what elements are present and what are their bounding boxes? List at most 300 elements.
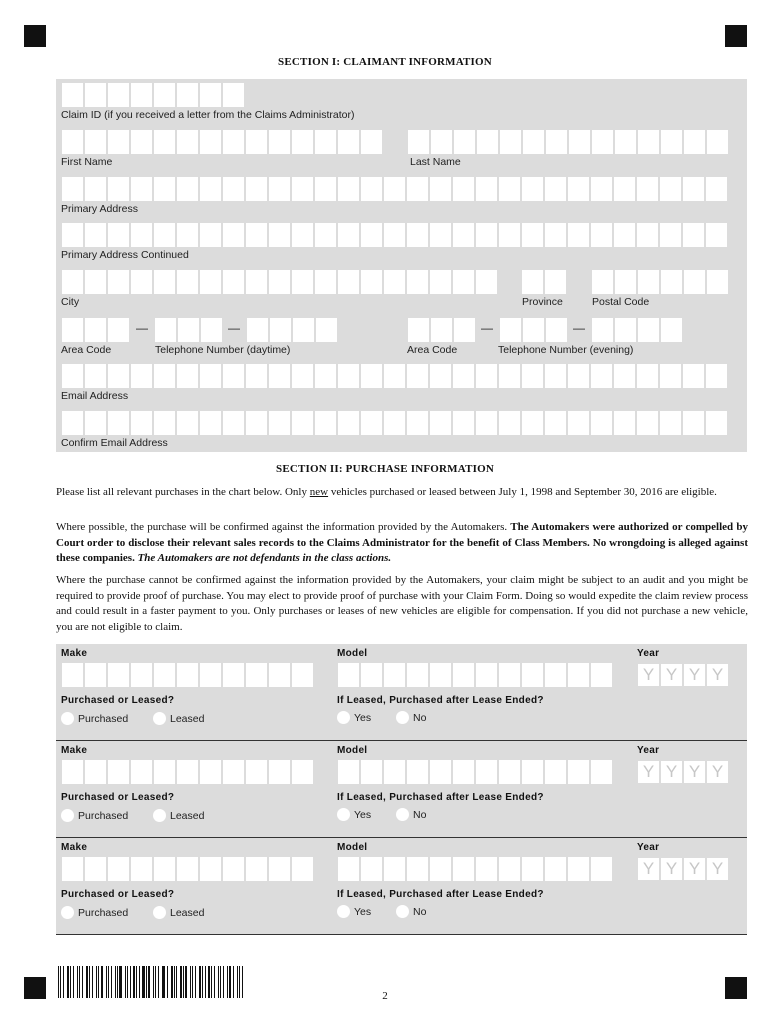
character-box[interactable]	[406, 662, 429, 688]
character-box[interactable]	[544, 662, 567, 688]
character-box[interactable]	[360, 662, 383, 688]
character-box[interactable]	[177, 317, 200, 343]
character-box[interactable]	[452, 759, 475, 785]
character-box[interactable]	[153, 129, 176, 155]
character-box[interactable]	[84, 856, 107, 882]
yes-radio[interactable]	[337, 808, 371, 821]
character-box[interactable]	[176, 269, 199, 295]
character-box[interactable]	[521, 410, 544, 436]
character-box[interactable]	[705, 410, 728, 436]
character-box[interactable]	[199, 662, 222, 688]
character-box[interactable]	[521, 176, 544, 202]
character-box[interactable]	[637, 129, 660, 155]
character-box[interactable]	[107, 176, 130, 202]
character-box[interactable]	[591, 129, 614, 155]
character-box[interactable]	[176, 662, 199, 688]
character-box[interactable]	[200, 317, 223, 343]
character-box[interactable]	[199, 363, 222, 389]
character-box[interactable]	[591, 269, 614, 295]
character-box[interactable]	[245, 176, 268, 202]
primary-address-input[interactable]	[61, 176, 728, 202]
character-box[interactable]	[268, 222, 291, 248]
character-box[interactable]	[199, 410, 222, 436]
character-box[interactable]	[659, 176, 682, 202]
character-box[interactable]	[222, 176, 245, 202]
character-box[interactable]	[291, 662, 314, 688]
character-box[interactable]	[590, 856, 613, 882]
character-box[interactable]	[245, 410, 268, 436]
character-box[interactable]	[107, 317, 130, 343]
character-box[interactable]	[360, 410, 383, 436]
character-box[interactable]	[682, 363, 705, 389]
model-input[interactable]	[337, 856, 613, 882]
city-input[interactable]	[61, 269, 498, 295]
character-box[interactable]	[153, 269, 176, 295]
character-box[interactable]	[521, 856, 544, 882]
character-box[interactable]	[522, 317, 545, 343]
character-box[interactable]	[176, 363, 199, 389]
character-box[interactable]	[590, 222, 613, 248]
character-box[interactable]	[429, 222, 452, 248]
character-box[interactable]	[291, 856, 314, 882]
character-box[interactable]	[706, 269, 729, 295]
character-box[interactable]	[521, 269, 544, 295]
character-box[interactable]	[292, 317, 315, 343]
purchased-radio[interactable]	[61, 809, 128, 822]
character-box[interactable]	[475, 363, 498, 389]
character-box[interactable]	[337, 129, 360, 155]
character-box[interactable]	[705, 176, 728, 202]
character-box[interactable]	[475, 222, 498, 248]
character-box[interactable]	[360, 759, 383, 785]
character-box[interactable]	[84, 129, 107, 155]
character-box[interactable]	[475, 269, 498, 295]
first-name-input[interactable]	[61, 129, 383, 155]
character-box[interactable]	[544, 176, 567, 202]
make-input[interactable]	[61, 759, 314, 785]
character-box[interactable]	[222, 856, 245, 882]
yes-radio[interactable]	[337, 711, 371, 724]
character-box[interactable]	[84, 82, 107, 108]
character-box[interactable]	[406, 410, 429, 436]
character-box[interactable]	[268, 176, 291, 202]
email-input[interactable]	[61, 363, 728, 389]
character-box[interactable]	[130, 410, 153, 436]
character-box[interactable]	[130, 269, 153, 295]
character-box[interactable]	[61, 129, 84, 155]
character-box[interactable]	[521, 363, 544, 389]
character-box[interactable]	[176, 176, 199, 202]
character-box[interactable]	[61, 662, 84, 688]
no-radio[interactable]	[396, 711, 426, 724]
character-box[interactable]	[429, 269, 452, 295]
character-box[interactable]	[544, 856, 567, 882]
year-input[interactable]	[637, 663, 729, 687]
character-box[interactable]	[61, 269, 84, 295]
character-box[interactable]	[383, 222, 406, 248]
character-box[interactable]	[544, 759, 567, 785]
character-box[interactable]	[337, 410, 360, 436]
character-box[interactable]	[567, 222, 590, 248]
character-box[interactable]	[430, 317, 453, 343]
character-box[interactable]	[153, 410, 176, 436]
character-box[interactable]	[659, 410, 682, 436]
character-box[interactable]	[130, 662, 153, 688]
character-box[interactable]	[406, 222, 429, 248]
character-box[interactable]	[61, 759, 84, 785]
character-box[interactable]	[314, 410, 337, 436]
make-input[interactable]	[61, 856, 314, 882]
character-box[interactable]	[61, 410, 84, 436]
character-box[interactable]	[222, 222, 245, 248]
character-box[interactable]	[498, 759, 521, 785]
character-box[interactable]	[637, 269, 660, 295]
postal-code-input[interactable]	[591, 269, 729, 295]
character-box[interactable]	[429, 662, 452, 688]
character-box[interactable]	[383, 856, 406, 882]
character-box[interactable]	[107, 222, 130, 248]
character-box[interactable]	[406, 269, 429, 295]
model-input[interactable]	[337, 662, 613, 688]
character-box[interactable]	[199, 759, 222, 785]
character-box[interactable]	[246, 317, 269, 343]
phone-evening-prefix-input[interactable]	[499, 317, 568, 343]
character-box[interactable]	[84, 363, 107, 389]
character-box[interactable]	[337, 363, 360, 389]
character-box[interactable]	[199, 176, 222, 202]
character-box[interactable]	[245, 856, 268, 882]
character-box[interactable]	[61, 176, 84, 202]
character-box[interactable]	[245, 222, 268, 248]
character-box[interactable]	[337, 176, 360, 202]
character-box[interactable]	[498, 662, 521, 688]
character-box[interactable]	[429, 759, 452, 785]
character-box[interactable]	[614, 129, 637, 155]
phone-evening-line-input[interactable]	[591, 317, 683, 343]
leased-radio[interactable]	[153, 906, 204, 919]
character-box[interactable]	[590, 363, 613, 389]
character-box[interactable]	[544, 410, 567, 436]
character-box[interactable]	[452, 856, 475, 882]
character-box[interactable]	[84, 410, 107, 436]
character-box[interactable]	[314, 222, 337, 248]
character-box[interactable]	[498, 363, 521, 389]
character-box[interactable]	[660, 269, 683, 295]
character-box[interactable]	[314, 363, 337, 389]
character-box[interactable]	[154, 317, 177, 343]
character-box[interactable]	[429, 856, 452, 882]
character-box[interactable]	[407, 317, 430, 343]
character-box[interactable]	[315, 317, 338, 343]
character-box[interactable]	[291, 222, 314, 248]
character-box[interactable]	[613, 410, 636, 436]
character-box[interactable]	[590, 662, 613, 688]
character-box[interactable]	[499, 129, 522, 155]
character-box[interactable]	[476, 129, 499, 155]
character-box[interactable]	[107, 129, 130, 155]
primary-address-continued-input[interactable]	[61, 222, 728, 248]
character-box[interactable]	[613, 363, 636, 389]
character-box[interactable]	[614, 317, 637, 343]
character-box[interactable]	[475, 410, 498, 436]
character-box[interactable]	[683, 269, 706, 295]
yes-radio[interactable]	[337, 905, 371, 918]
character-box[interactable]	[544, 222, 567, 248]
character-box[interactable]	[498, 176, 521, 202]
character-box[interactable]	[453, 317, 476, 343]
character-box[interactable]	[452, 410, 475, 436]
character-box[interactable]	[337, 222, 360, 248]
character-box[interactable]	[222, 82, 245, 108]
character-box[interactable]	[567, 176, 590, 202]
character-box[interactable]	[199, 269, 222, 295]
character-box[interactable]	[636, 222, 659, 248]
leased-radio[interactable]	[153, 712, 204, 725]
character-box[interactable]	[406, 759, 429, 785]
character-box[interactable]	[636, 363, 659, 389]
no-radio[interactable]	[396, 808, 426, 821]
purchased-radio[interactable]	[61, 906, 128, 919]
character-box[interactable]	[269, 317, 292, 343]
claim-id-input[interactable]	[61, 82, 245, 108]
character-box[interactable]	[199, 82, 222, 108]
character-box[interactable]	[153, 662, 176, 688]
character-box[interactable]	[430, 129, 453, 155]
character-box[interactable]	[337, 662, 360, 688]
no-radio[interactable]	[396, 905, 426, 918]
character-box[interactable]	[291, 129, 314, 155]
character-box[interactable]	[314, 176, 337, 202]
character-box[interactable]	[337, 856, 360, 882]
character-box[interactable]	[545, 317, 568, 343]
character-box[interactable]	[130, 82, 153, 108]
character-box[interactable]	[107, 410, 130, 436]
model-input[interactable]	[337, 759, 613, 785]
character-box[interactable]	[245, 129, 268, 155]
character-box[interactable]	[268, 759, 291, 785]
character-box[interactable]	[475, 856, 498, 882]
make-input[interactable]	[61, 662, 314, 688]
character-box[interactable]	[429, 176, 452, 202]
character-box[interactable]	[360, 129, 383, 155]
character-box[interactable]	[567, 759, 590, 785]
character-box[interactable]	[314, 129, 337, 155]
character-box[interactable]	[521, 662, 544, 688]
character-box[interactable]	[153, 856, 176, 882]
character-box[interactable]	[383, 363, 406, 389]
character-box[interactable]	[383, 662, 406, 688]
province-input[interactable]	[521, 269, 567, 295]
character-box[interactable]	[544, 363, 567, 389]
character-box[interactable]	[61, 363, 84, 389]
character-box[interactable]	[614, 269, 637, 295]
area-code-daytime-input[interactable]	[61, 317, 130, 343]
character-box[interactable]	[475, 176, 498, 202]
character-box[interactable]	[176, 129, 199, 155]
character-box[interactable]	[590, 759, 613, 785]
character-box[interactable]	[660, 129, 683, 155]
character-box[interactable]	[84, 176, 107, 202]
character-box[interactable]	[176, 410, 199, 436]
character-box[interactable]	[636, 410, 659, 436]
character-box[interactable]	[130, 759, 153, 785]
character-box[interactable]	[107, 82, 130, 108]
character-box[interactable]	[61, 317, 84, 343]
character-box[interactable]	[660, 317, 683, 343]
character-box[interactable]	[613, 176, 636, 202]
character-box[interactable]	[153, 759, 176, 785]
character-box[interactable]	[498, 222, 521, 248]
character-box[interactable]	[383, 759, 406, 785]
character-box[interactable]	[130, 129, 153, 155]
character-box[interactable]	[453, 129, 476, 155]
character-box[interactable]	[383, 410, 406, 436]
character-box[interactable]	[107, 856, 130, 882]
character-box[interactable]	[130, 176, 153, 202]
character-box[interactable]	[659, 222, 682, 248]
character-box[interactable]	[567, 856, 590, 882]
character-box[interactable]	[452, 662, 475, 688]
character-box[interactable]	[199, 856, 222, 882]
character-box[interactable]	[544, 269, 567, 295]
character-box[interactable]	[407, 129, 430, 155]
character-box[interactable]	[567, 363, 590, 389]
character-box[interactable]	[452, 176, 475, 202]
character-box[interactable]	[153, 222, 176, 248]
character-box[interactable]	[153, 82, 176, 108]
character-box[interactable]	[107, 759, 130, 785]
leased-radio[interactable]	[153, 809, 204, 822]
character-box[interactable]	[590, 410, 613, 436]
last-name-input[interactable]	[407, 129, 729, 155]
character-box[interactable]	[222, 269, 245, 295]
character-box[interactable]	[360, 363, 383, 389]
character-box[interactable]	[337, 269, 360, 295]
character-box[interactable]	[291, 176, 314, 202]
character-box[interactable]	[130, 856, 153, 882]
character-box[interactable]	[429, 410, 452, 436]
character-box[interactable]	[268, 363, 291, 389]
character-box[interactable]	[268, 856, 291, 882]
character-box[interactable]	[360, 856, 383, 882]
character-box[interactable]	[705, 363, 728, 389]
character-box[interactable]	[636, 176, 659, 202]
character-box[interactable]	[705, 222, 728, 248]
confirm-email-input[interactable]	[61, 410, 728, 436]
character-box[interactable]	[590, 176, 613, 202]
character-box[interactable]	[176, 759, 199, 785]
phone-daytime-prefix-input[interactable]	[154, 317, 223, 343]
character-box[interactable]	[360, 176, 383, 202]
character-box[interactable]	[567, 662, 590, 688]
character-box[interactable]	[637, 317, 660, 343]
character-box[interactable]	[291, 269, 314, 295]
character-box[interactable]	[222, 129, 245, 155]
character-box[interactable]	[84, 269, 107, 295]
character-box[interactable]	[107, 269, 130, 295]
character-box[interactable]	[475, 759, 498, 785]
character-box[interactable]	[706, 129, 729, 155]
character-box[interactable]	[383, 269, 406, 295]
character-box[interactable]	[199, 129, 222, 155]
character-box[interactable]	[153, 363, 176, 389]
character-box[interactable]	[613, 222, 636, 248]
character-box[interactable]	[682, 222, 705, 248]
character-box[interactable]	[498, 410, 521, 436]
character-box[interactable]	[61, 856, 84, 882]
character-box[interactable]	[522, 129, 545, 155]
character-box[interactable]	[222, 363, 245, 389]
character-box[interactable]	[291, 363, 314, 389]
character-box[interactable]	[245, 269, 268, 295]
character-box[interactable]	[245, 363, 268, 389]
character-box[interactable]	[545, 129, 568, 155]
character-box[interactable]	[268, 129, 291, 155]
character-box[interactable]	[406, 176, 429, 202]
character-box[interactable]	[383, 176, 406, 202]
character-box[interactable]	[107, 662, 130, 688]
character-box[interactable]	[360, 269, 383, 295]
character-box[interactable]	[475, 662, 498, 688]
character-box[interactable]	[268, 662, 291, 688]
character-box[interactable]	[245, 662, 268, 688]
character-box[interactable]	[61, 82, 84, 108]
character-box[interactable]	[406, 856, 429, 882]
character-box[interactable]	[222, 759, 245, 785]
character-box[interactable]	[498, 856, 521, 882]
character-box[interactable]	[268, 269, 291, 295]
character-box[interactable]	[360, 222, 383, 248]
character-box[interactable]	[429, 363, 452, 389]
character-box[interactable]	[568, 129, 591, 155]
character-box[interactable]	[268, 410, 291, 436]
character-box[interactable]	[499, 317, 522, 343]
character-box[interactable]	[84, 222, 107, 248]
character-box[interactable]	[521, 222, 544, 248]
character-box[interactable]	[84, 662, 107, 688]
character-box[interactable]	[682, 410, 705, 436]
character-box[interactable]	[245, 759, 268, 785]
character-box[interactable]	[176, 82, 199, 108]
character-box[interactable]	[107, 363, 130, 389]
phone-daytime-line-input[interactable]	[246, 317, 338, 343]
character-box[interactable]	[567, 410, 590, 436]
character-box[interactable]	[222, 662, 245, 688]
character-box[interactable]	[130, 363, 153, 389]
character-box[interactable]	[291, 759, 314, 785]
character-box[interactable]	[337, 759, 360, 785]
character-box[interactable]	[659, 363, 682, 389]
purchased-radio[interactable]	[61, 712, 128, 725]
year-input[interactable]	[637, 857, 729, 881]
character-box[interactable]	[406, 363, 429, 389]
character-box[interactable]	[452, 222, 475, 248]
character-box[interactable]	[222, 410, 245, 436]
character-box[interactable]	[591, 317, 614, 343]
character-box[interactable]	[61, 222, 84, 248]
character-box[interactable]	[521, 759, 544, 785]
character-box[interactable]	[176, 856, 199, 882]
character-box[interactable]	[452, 363, 475, 389]
character-box[interactable]	[84, 317, 107, 343]
character-box[interactable]	[291, 410, 314, 436]
area-code-evening-input[interactable]	[407, 317, 476, 343]
character-box[interactable]	[452, 269, 475, 295]
character-box[interactable]	[153, 176, 176, 202]
year-input[interactable]	[637, 760, 729, 784]
character-box[interactable]	[314, 269, 337, 295]
character-box[interactable]	[682, 176, 705, 202]
